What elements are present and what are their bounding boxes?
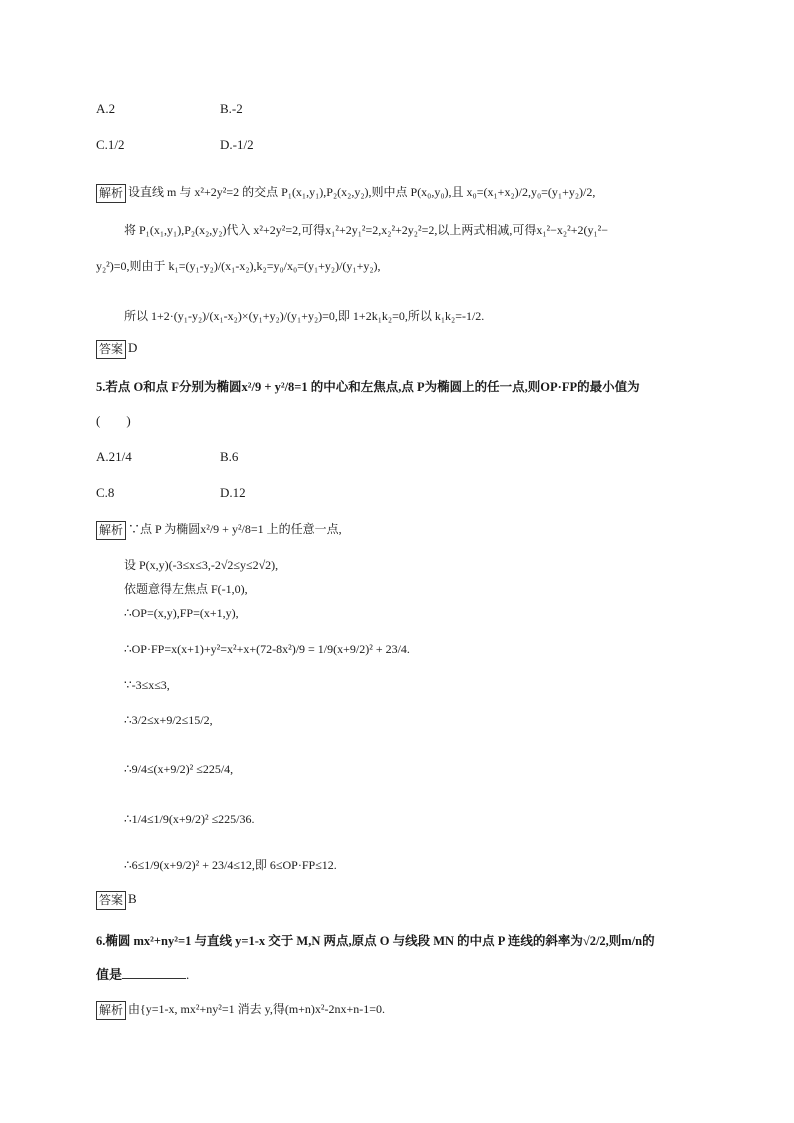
q4-answer-tag: 答案: [96, 340, 126, 359]
q6-stem-line2-row: [96, 966, 189, 984]
q5-analysis-tag: 解析: [96, 521, 126, 540]
q4-analysis-line2: 将 P₁(x₁,y₁),P₂(x₂,y₂)代入 x²+2y²=2,可得x₁²+2y₁²=2,x₂²+2y₂²=2,以上两式相减,可得x₁²−x₂²+2(y₁²−: [124, 223, 609, 237]
q5-option-c: C.8: [96, 485, 115, 500]
q5-answer-tag: 答案: [96, 891, 126, 910]
q6-stem-line2: 值是: [96, 967, 123, 982]
q5-step-3: 依题意得左焦点 F(-1,0),: [124, 582, 248, 596]
q5-step-4: ∴OP=(x,y),FP=(x+1,y),: [124, 606, 239, 620]
q6-analysis-line1: 由{y=1-x, mx²+ny²=1 消去 y,得(m+n)x²-2nx+n-1=0.: [128, 1002, 386, 1016]
q5-step-9: ∴1/4≤1/9(x+9/2)² ≤225/36.: [124, 812, 255, 826]
q4-answer: D: [128, 340, 138, 355]
q6-analysis-row: [96, 1000, 385, 1020]
q5-option-b: B.6: [220, 449, 239, 464]
q4-analysis-line1: 设直线 m 与 x²+2y²=2 的交点 P₁(x₁,y₁),P₂(x₂,y₂),则中点 P(x₀,y₀),且 x₀=(x₁+x₂)/2,y₀=(y₁+y₂)/2,: [128, 185, 596, 199]
q5-step-10: ∴6≤1/9(x+9/2)² + 23/4≤12,即 6≤OP·FP≤12.: [124, 858, 337, 872]
q4-analysis-line3: y₂²)=0,则由于 k₁=(y₁-y₂)/(x₁-x₂),k₂=y₀/x₀=(y₁+y₂)/(y₁+y₂),: [96, 259, 381, 273]
q6-analysis-tag: 解析: [96, 1001, 126, 1020]
q4-option-a: A.2: [96, 101, 116, 116]
q5-stem-line1: 5.若点 O和点 F分别为椭圆x²/9 + y²/8=1 的中心和左焦点,点 P为椭圆上的任一点,则OP·FP的最小值为: [96, 380, 640, 394]
q5-option-a: A.21/4: [96, 449, 132, 464]
q4-answer-row: [96, 339, 137, 359]
q6-answer-blank: [122, 966, 186, 979]
q6-stem-line1: 6.椭圆 mx²+ny²=1 与直线 y=1-x 交于 M,N 两点,原点 O 与线段 MN 的中点 P 连线的斜率为√2/2,则m/n的: [96, 934, 655, 948]
q4-option-b: B.-2: [220, 101, 243, 116]
q5-answer-row: [96, 890, 137, 910]
q4-option-d: D.-1/2: [220, 137, 254, 152]
q5-analysis-row: [96, 520, 342, 540]
q4-analysis-row: [96, 183, 595, 203]
q5-step-8: ∴9/4≤(x+9/2)² ≤225/4,: [124, 762, 234, 776]
q5-step-2: 设 P(x,y)(-3≤x≤3,-2√2≤y≤2√2),: [124, 558, 279, 572]
q5-step-1: ∵点 P 为椭圆x²/9 + y²/8=1 上的任意一点,: [128, 522, 342, 536]
q5-option-d: D.12: [220, 485, 246, 500]
q5-answer: B: [128, 891, 137, 906]
q6-stem-end: .: [186, 967, 190, 982]
q5-step-7: ∴3/2≤x+9/2≤15/2,: [124, 713, 213, 727]
q5-step-5: ∴OP·FP=x(x+1)+y²=x²+x+(72-8x²)/9 = 1/9(x+9/2)² + 23/4.: [124, 642, 410, 656]
q4-option-c: C.1/2: [96, 137, 125, 152]
q4-analysis-tag: 解析: [96, 184, 126, 203]
q5-stem-line2: ( ): [96, 413, 131, 428]
q5-step-6: ∵-3≤x≤3,: [124, 678, 170, 692]
q4-analysis-line4: 所以 1+2·(y₁-y₂)/(x₁-x₂)×(y₁+y₂)/(y₁+y₂)=0,即 1+2k₁k₂=0,所以 k₁k₂=-1/2.: [124, 309, 485, 323]
